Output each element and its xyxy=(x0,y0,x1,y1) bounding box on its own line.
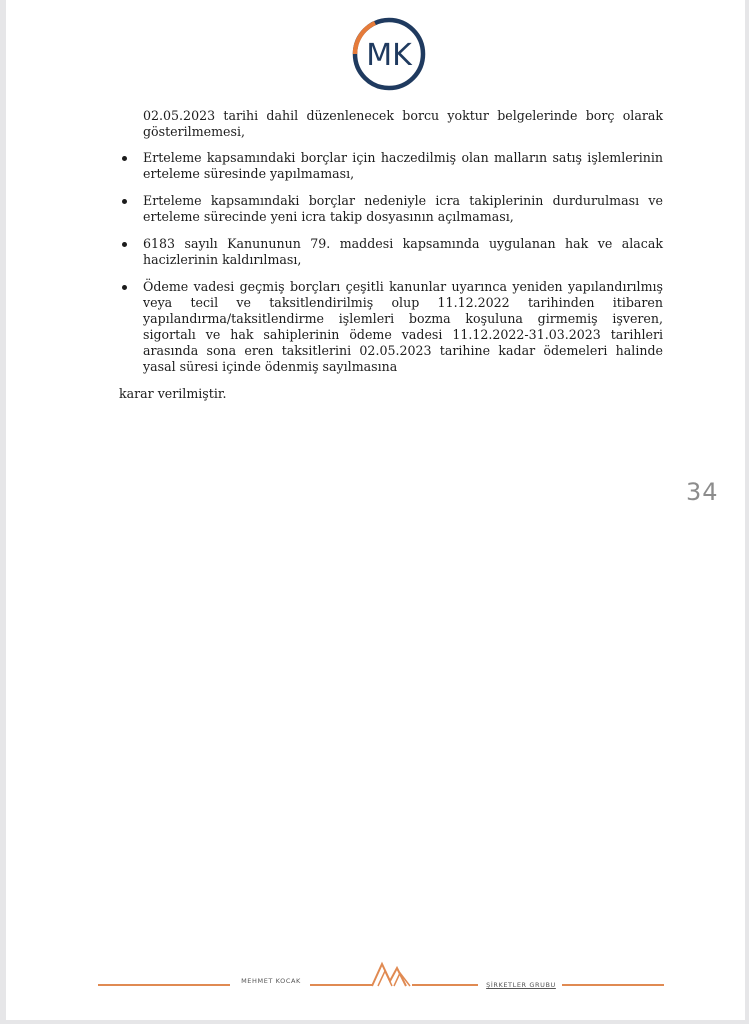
logo-text: MK xyxy=(366,38,412,73)
footer-group-name: ŞİRKETLER GRUBU xyxy=(486,981,556,989)
footer-line xyxy=(562,984,664,986)
page-number: 34 xyxy=(686,478,719,506)
intro-paragraph: 02.05.2023 tarihi dahil düzenlenecek borcu yoktur belgelerinde borç olarak gösterilmemesi, xyxy=(143,108,663,139)
list-item xyxy=(119,279,663,375)
mk-logo xyxy=(349,14,429,94)
footer-company-name: MEHMET KOCAK xyxy=(241,977,301,985)
bullet-icon xyxy=(122,285,127,290)
bullet-icon xyxy=(122,199,127,204)
footer-line xyxy=(412,984,478,986)
footer-line xyxy=(310,984,372,986)
footer-line xyxy=(98,984,230,986)
bullet-list xyxy=(119,150,663,375)
list-item-text: Ödeme vadesi geçmiş borçları çeşitli kanunlar uyarınca yeniden yapılandırılmış veya tecil ve taksitlendirilmiş olup 11.12.2022 tarihinden itibaren yapılandırma/taksitlendirme işlemleri bozma koşuluna girmemiş işveren, sigortalı ve hak sahiplerinin ödeme vadesi 11.12.2022-31.03.2023 tarihleri arasında sona eren taksitlerini 02.05.2023 tarihine kadar ödemeleri halinde yasal süresi içinde ödenmiş sayılmasına xyxy=(143,279,663,374)
list-item-text: Erteleme kapsamındaki borçlar için haczedilmiş olan malların satış işlemlerinin erteleme süresinde yapılmaması, xyxy=(143,150,663,181)
list-item-text: 6183 sayılı Kanununun 79. maddesi kapsamında uygulanan hak ve alacak hacizlerinin kaldırılması, xyxy=(143,236,663,267)
document-page xyxy=(6,0,745,1020)
footer xyxy=(98,955,664,995)
document-body xyxy=(119,108,663,402)
list-item xyxy=(119,150,663,182)
bullet-icon xyxy=(122,242,127,247)
list-item xyxy=(119,193,663,225)
mountain-logo-icon xyxy=(370,959,414,989)
closing-text: karar verilmiştir. xyxy=(119,386,227,401)
bullet-icon xyxy=(122,156,127,161)
list-item xyxy=(119,236,663,268)
list-item-text: Erteleme kapsamındaki borçlar nedeniyle icra takiplerinin durdurulması ve erteleme sürecinde yeni icra takip dosyasının açılmaması, xyxy=(143,193,663,224)
